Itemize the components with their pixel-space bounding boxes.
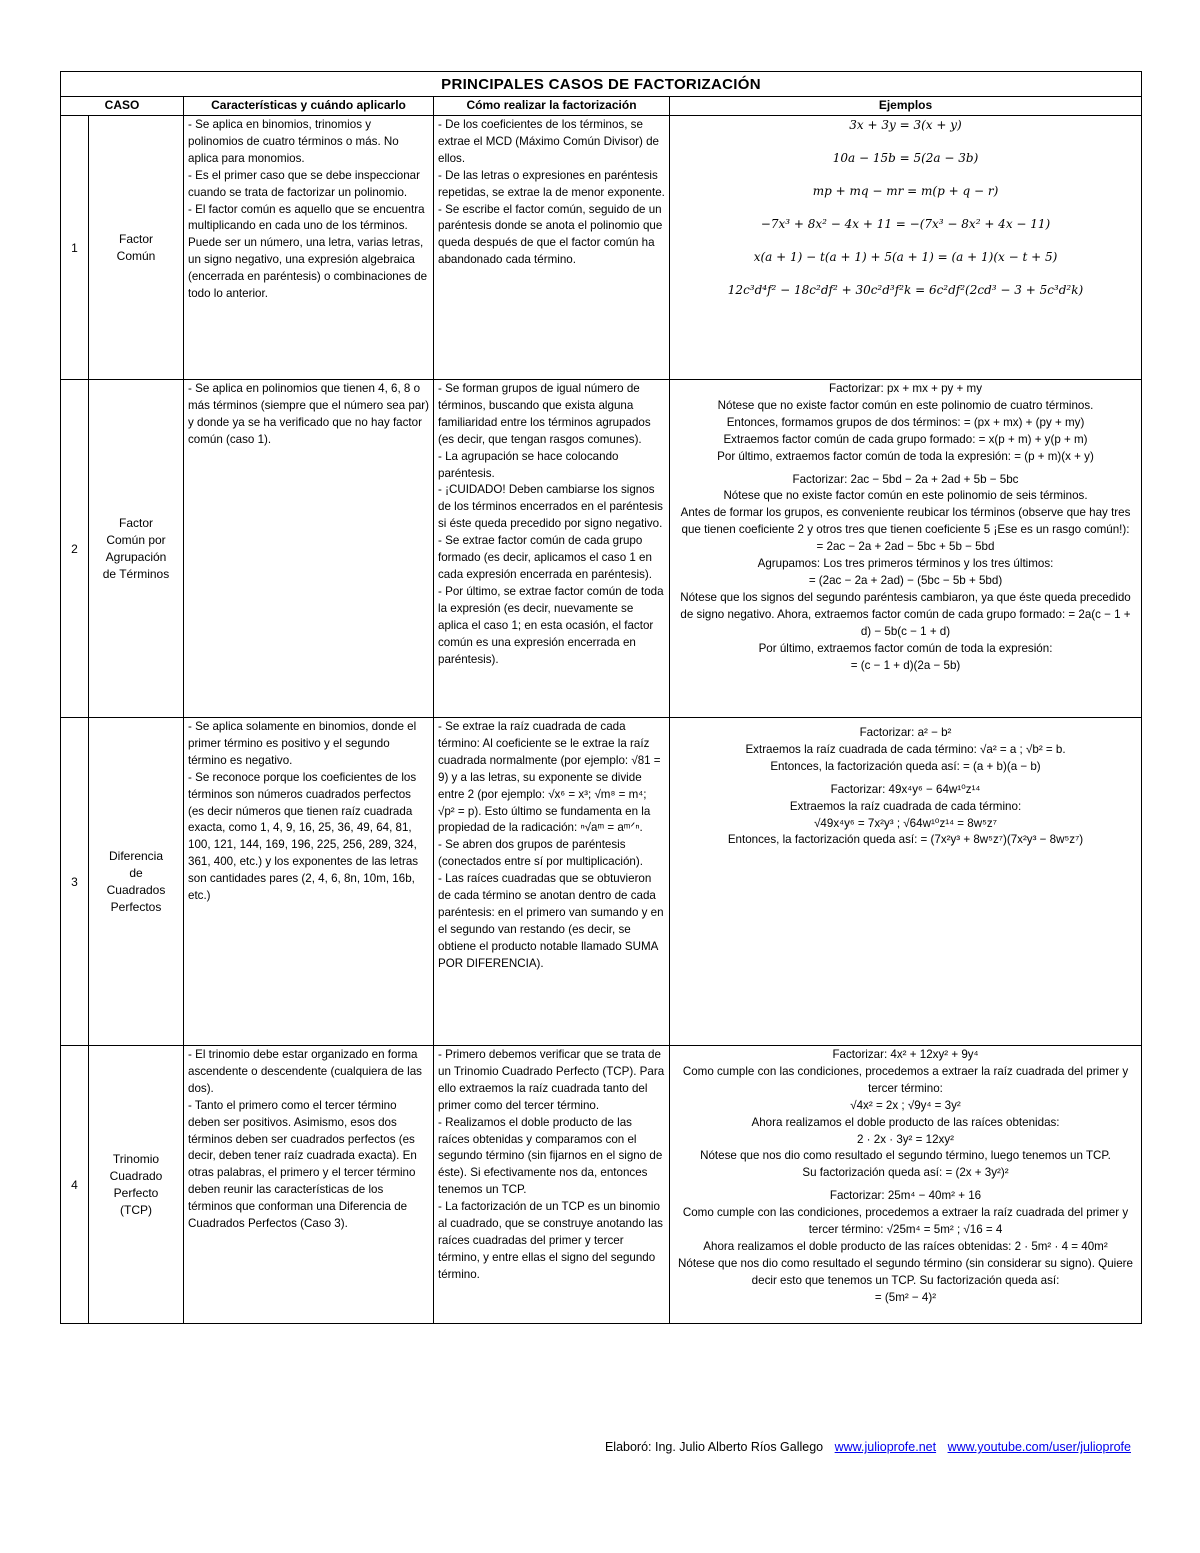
method-line: - Se escribe el factor común, seguido de un paréntesis donde se anota el polinomio que queda después de que el factor común ha abandonado cada término. xyxy=(438,202,663,267)
example-line: Factorizar: px + mx + py + my xyxy=(828,382,983,395)
case-name xyxy=(89,1046,184,1324)
example-line: Factorizar: 49x⁴y⁶ − 64w¹⁰z¹⁴ xyxy=(830,782,981,796)
header-como: Cómo realizar la factorización xyxy=(434,97,670,116)
example-line: Nótese que nos dio como resultado el segundo término, luego tenemos un TCP. xyxy=(700,1149,1111,1163)
table-row xyxy=(61,718,1142,1046)
case-number: 4 xyxy=(61,1046,89,1324)
example-line: Factorizar: 2ac − 5bd − 2a + 2ad + 5b − 5bc xyxy=(792,472,1019,486)
table-row xyxy=(61,1046,1142,1324)
case-name-line: Cuadrado xyxy=(109,1168,163,1183)
case-name-line: Perfecto xyxy=(113,1185,159,1200)
case-examples xyxy=(670,380,1142,718)
example-line: Nótese que nos dio como resultado el segundo término (sin considerar su signo). Quiere decir esto que tenemos un TCP. Su factorización queda así: xyxy=(678,1256,1133,1287)
case-method xyxy=(434,380,670,718)
characteristics-line: - El trinomio debe estar organizado en forma ascendente o descendente (cualquiera de las dos). xyxy=(188,1048,422,1095)
case-method xyxy=(434,116,670,380)
footer-credit: Elaboró: Ing. Julio Alberto Ríos Gallego xyxy=(604,1440,824,1454)
example-line: Factorizar: a² − b² xyxy=(859,726,952,739)
characteristics-line: - Se aplica en binomios, trinomios y polinomios de cuatro términos o más. No aplica para monomios. xyxy=(188,118,399,165)
example-line: Nótese que los signos del segundo paréntesis cambiaron, ya que éste queda precedido de signo negativo. Ahora, extraemos factor común de cada grupo formado: = 2a(c − 1 + d) − 5b(c − 1 + d) xyxy=(680,590,1131,638)
characteristics-line: - El factor común es aquello que se encuentra multiplicando en cada uno de los términos. Puede ser un número, una letra, varias letras, un signo negativo, una expresión algebraica (encerrada en paréntesis) o combinaciones de todo lo anterior. xyxy=(188,202,428,301)
example-spacer xyxy=(674,134,1137,150)
method-line: - Se forman grupos de igual número de términos, buscando que exista alguna familiaridad entre los términos agrupados (es decir, que tengan rasgos comunes). xyxy=(438,382,651,446)
example-line: = (2ac − 2a + 2ad) − (5bc − 5b + 5bd) xyxy=(808,573,1003,587)
footer-link-website[interactable]: www.julioprofe.net xyxy=(834,1440,937,1454)
method-line: - Primero debemos verificar que se trata de un Trinomio Cuadrado Perfecto (TCP). Para ello extraemos la raíz cuadrada tanto del primer como del tercer término. xyxy=(438,1048,665,1112)
case-name-line: Factor xyxy=(118,515,153,530)
case-examples xyxy=(670,1046,1142,1324)
case-characteristics xyxy=(184,1046,434,1324)
case-name-line: Factor xyxy=(118,231,153,246)
footer xyxy=(0,1440,1131,1454)
case-name xyxy=(89,718,184,1046)
case-name-line: Común por xyxy=(106,532,166,547)
example-line: 2 · 2x · 3y² = 12xy² xyxy=(857,1132,954,1146)
example-line: Ahora realizamos el doble producto de las raíces obtenidas: xyxy=(751,1115,1060,1129)
example-line: Extraemos factor común de cada grupo formado: = x(p + m) + y(p + m) xyxy=(723,432,1088,446)
example-line: Entonces, la factorización queda así: = (a + b)(a − b) xyxy=(770,759,1041,773)
example-line: √49x⁴y⁶ = 7x²y³ ; √64w¹⁰z¹⁴ = 8w⁵z⁷ xyxy=(814,816,997,830)
case-characteristics xyxy=(184,116,434,380)
example-equation: mp + mq − mr = m(p + q − r) xyxy=(812,183,999,198)
header-caracteristicas: Características y cuándo aplicarlo xyxy=(184,97,434,116)
table-row xyxy=(61,380,1142,718)
page-title: PRINCIPALES CASOS DE FACTORIZACIÓN xyxy=(61,72,1142,97)
table-header-row xyxy=(61,97,1142,116)
case-number: 1 xyxy=(61,116,89,380)
example-line: Nótese que no existe factor común en este polinomio de cuatro términos. xyxy=(717,398,1094,412)
case-number: 2 xyxy=(61,380,89,718)
method-line: - Las raíces cuadradas que se obtuvieron de cada término se anotan dentro de cada paréntesis: en el primero van sumando y en el segundo van restando (es decir, se obtiene el producto notable llamado SUMA POR DIFERENCIA). xyxy=(438,872,664,970)
example-line: √4x² = 2x ; √9y⁴ = 3y² xyxy=(850,1098,961,1112)
example-line: Entonces, formamos grupos de dos términos: = (px + mx) + (py + my) xyxy=(726,415,1085,429)
example-equation: 3x + 3y = 3(x + y) xyxy=(849,118,962,132)
table-row xyxy=(61,116,1142,380)
example-spacer xyxy=(674,200,1137,216)
method-line: - Se extrae factor común de cada grupo formado (es decir, aplicamos el caso 1 en cada expresión encerrada en paréntesis). xyxy=(438,534,652,581)
method-line: - Realizamos el doble producto de las raíces obtenidas y comparamos con el segundo término (sin fijarnos en el signo de éste). Si efectivamente nos da, entonces tenemos un TCP. xyxy=(438,1115,663,1197)
case-name-line: de xyxy=(129,865,143,880)
example-line: Antes de formar los grupos, es conveniente reubicar los términos (observe que hay tres que tienen coeficiente 2 y otros tres que tienen coeficiente 5 ¡Ese es un rasgo común!): xyxy=(680,506,1131,537)
example-line: Extraemos la raíz cuadrada de cada término: xyxy=(789,799,1022,813)
method-line: - De las letras o expresiones en paréntesis repetidas, se extrae la de menor exponente. xyxy=(438,168,665,199)
example-line: Por último, extraemos factor común de toda la expresión: xyxy=(758,641,1053,655)
example-line: Factorizar: 25m⁴ − 40m² + 16 xyxy=(829,1189,982,1203)
method-line: - De los coeficientes de los términos, se extrae el MCD (Máximo Común Divisor) de ellos. xyxy=(438,118,659,165)
case-name-line: Agrupación xyxy=(105,549,167,564)
header-caso: CASO xyxy=(61,97,184,116)
characteristics-line: - Tanto el primero como el tercer término deben ser positivos. Asimismo, esos dos términos deben ser cuadrados perfectos (es decir, deben tener raíz cuadrada exacta). En otras palabras, el primero y el tercer término deben reunir las características de los términos que conforman una Diferencia de Cuadrados Perfectos (Caso 3). xyxy=(188,1098,417,1231)
case-name xyxy=(89,380,184,718)
case-characteristics xyxy=(184,718,434,1046)
example-equation: −7x³ + 8x² − 4x + 11 = −(7x³ − 8x² + 4x − 11) xyxy=(760,216,1051,231)
example-line: Como cumple con las condiciones, procedemos a extraer la raíz cuadrada del primer y tercer término: √25m⁴ = 5m² ; √16 = 4 xyxy=(682,1206,1129,1237)
case-name-line: Diferencia xyxy=(108,848,164,863)
example-line: Agrupamos: Los tres primeros términos y los tres últimos: xyxy=(757,557,1054,571)
example-line: Factorizar: 4x² + 12xy² + 9y⁴ xyxy=(832,1048,979,1061)
characteristics-line: - Se aplica solamente en binomios, donde el primer término es positivo y el segundo término es negativo. xyxy=(188,720,417,767)
characteristics-line: - Se aplica en polinomios que tienen 4, 6, 8 o más términos (siempre que el número sea par) y donde ya se ha verificado que no hay factor común (caso 1). xyxy=(188,382,429,446)
case-characteristics xyxy=(184,380,434,718)
case-name xyxy=(89,116,184,380)
case-examples xyxy=(670,718,1142,1046)
method-line: - Se abren dos grupos de paréntesis (conectados entre sí por multiplicación). xyxy=(438,838,643,869)
example-line: Como cumple con las condiciones, procedemos a extraer la raíz cuadrada del primer y tercer término: xyxy=(682,1064,1129,1095)
example-line: = (c − 1 + d)(2a − 5b) xyxy=(850,658,961,672)
example-spacer xyxy=(674,266,1137,282)
method-line: - La agrupación se hace colocando paréntesis. xyxy=(438,449,619,480)
example-line: = (5m² − 4)² xyxy=(874,1290,937,1304)
case-name-line: (TCP) xyxy=(120,1202,152,1217)
example-equation: 10a − 15b = 5(2a − 3b) xyxy=(832,150,979,165)
example-line: Su factorización queda así: = (2x + 3y²)² xyxy=(802,1166,1009,1180)
example-line: Entonces, la factorización queda así: = (7x²y³ + 8w⁵z⁷)(7x²y³ − 8w⁵z⁷) xyxy=(727,833,1084,847)
example-spacer xyxy=(674,167,1137,183)
header-ejemplos: Ejemplos xyxy=(670,97,1142,116)
factorization-sheet xyxy=(60,71,1141,1324)
example-line: = 2ac − 2a + 2ad − 5bc + 5b − 5bd xyxy=(816,540,995,554)
case-name-line: de Términos xyxy=(102,566,170,581)
factorization-table xyxy=(60,71,1142,1324)
method-line: - La factorización de un TCP es un binomio al cuadrado, que se construye anotando las raíces cuadradas del primer y tercer término, y entre ellas el signo del segundo término. xyxy=(438,1200,663,1281)
example-spacer xyxy=(674,233,1137,249)
method-line: - Se extrae la raíz cuadrada de cada término: Al coeficiente se le extrae la raíz cuadrada normalmente (por ejemplo: √81 = 9) y a las letras, su exponente se divide entre 2 (por ejemplo: √x⁶ = x³; √m⁸ = m⁴; √p² = p). Esto último se fundamenta en la propiedad de la radicación: ⁿ√aᵐ = aᵐᐟⁿ. xyxy=(438,720,661,835)
example-line: Nótese que no existe factor común en este polinomio de seis términos. xyxy=(723,489,1088,503)
case-name-line: Común xyxy=(116,248,156,263)
footer-link-youtube[interactable]: www.youtube.com/user/julioprofe xyxy=(947,1440,1131,1454)
example-equation: x(a + 1) − t(a + 1) + 5(a + 1) = (a + 1)(x − t + 5) xyxy=(753,249,1058,264)
characteristics-line: - Se reconoce porque los coeficientes de los términos son números cuadrados perfectos (es decir números que tienen raíz cuadrada exacta, como 1, 4, 9, 16, 25, 36, 49, 64, 81, 100, 121, 144, 169, 196, 225, 256, 289, 324, 361, 400, etc.) y los exponentes de las letras son cantidades pares (2, 4, 6, 8n, 10m, 16b, etc.) xyxy=(188,770,419,903)
method-line: - Por último, se extrae factor común de toda la expresión (es decir, nuevamente se aplica el caso 1; en esta ocasión, el factor común es una expresión encerrada en paréntesis). xyxy=(438,584,664,666)
case-method xyxy=(434,718,670,1046)
example-line: Ahora realizamos el doble producto de las raíces obtenidas: 2 · 5m² · 4 = 40m² xyxy=(703,1239,1108,1253)
case-number: 3 xyxy=(61,718,89,1046)
case-name-line: Trinomio xyxy=(112,1151,160,1166)
case-examples xyxy=(670,116,1142,380)
example-line: Extraemos la raíz cuadrada de cada término: √a² = a ; √b² = b. xyxy=(745,742,1066,756)
table-body xyxy=(61,116,1142,1324)
example-equation: 12c³d⁴f² − 18c²df² + 30c²d³f²k = 6c²df²(2cd³ − 3 + 5c³d²k) xyxy=(727,282,1084,297)
characteristics-line: - Es el primer caso que se debe inspeccionar cuando se trata de factorizar un polinomio. xyxy=(188,168,420,199)
method-line: - ¡CUIDADO! Deben cambiarse los signos de los términos encerrados en el paréntesis si éste queda precedido por signo negativo. xyxy=(438,483,663,531)
case-name-line: Perfectos xyxy=(110,899,162,914)
example-line: Por último, extraemos factor común de toda la expresión: = (p + m)(x + y) xyxy=(717,449,1094,463)
case-name-line: Cuadrados xyxy=(106,882,166,897)
case-method xyxy=(434,1046,670,1324)
